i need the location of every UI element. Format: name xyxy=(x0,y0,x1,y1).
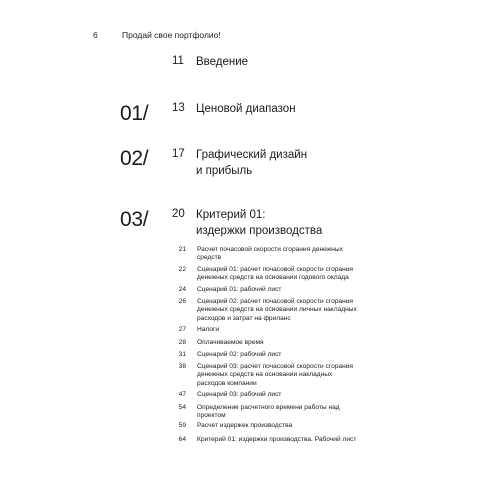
subitem-line: денежных средств на основании личных накладных xyxy=(197,306,357,314)
subitem-line: денежных средств на основании годового оклада xyxy=(197,274,349,282)
subitem-line: денежных средств на основании накладных xyxy=(197,371,333,379)
toc-subitem-title xyxy=(197,286,387,294)
toc-chapter-01-page: 13 xyxy=(172,102,185,114)
subitem-line: Расчет издержек производства xyxy=(197,422,293,429)
toc-subitem-title xyxy=(197,266,387,283)
toc-subitem-title xyxy=(197,339,387,347)
subitem-line: Оплачиваемое время xyxy=(197,339,264,346)
toc-subitem-title xyxy=(197,404,387,421)
subitem-line: расходов и затрат на фриланс xyxy=(197,314,291,322)
toc-subitem-title xyxy=(197,298,387,323)
running-header-title: Продай свое портфолио! xyxy=(122,30,221,40)
subitem-line: расходов компании xyxy=(197,379,257,387)
subitem-line: проектом xyxy=(197,412,226,420)
title-line: Графический дизайн xyxy=(196,149,308,161)
toc-subitem-page: 27 xyxy=(178,326,186,333)
subitem-line: Критерий 01: издержки производства. Рабочий лист xyxy=(197,436,357,443)
title-line: и прибыль xyxy=(196,165,253,177)
subitem-line: Сценарий 03: расчет почасовой скорости сгорания xyxy=(197,363,353,370)
toc-chapter-01-title: Ценовой диапазон xyxy=(196,103,296,115)
page-number: 6 xyxy=(93,30,98,40)
toc-subitem-page: 24 xyxy=(178,286,186,293)
toc-chapter-03-page: 20 xyxy=(172,208,185,220)
toc-subitem-title xyxy=(197,436,387,444)
toc-subitem-title xyxy=(197,422,387,430)
subitem-line: Расчет почасовой скорости сгорания денежных xyxy=(197,246,343,253)
subitem-line: Налоги xyxy=(197,326,220,333)
toc-subitem-page: 21 xyxy=(178,246,186,253)
title-line: Критерий 01: xyxy=(196,209,266,221)
subitem-line: Сценарий 01: расчет почасовой скорости сгорания xyxy=(197,266,353,273)
toc-part-02: 02/ xyxy=(120,147,149,170)
title-line: издержки производства xyxy=(196,225,323,237)
toc-subitem-page: 59 xyxy=(178,422,186,429)
toc-subitem-title xyxy=(197,391,387,399)
subitem-line: Сценарий 02: рабочий лист xyxy=(197,351,282,358)
toc-subitem-page: 64 xyxy=(178,436,186,443)
toc-chapter-03-title xyxy=(196,207,322,239)
subitem-line: Определение расчетного времени работы над xyxy=(197,404,340,411)
toc-chapter-02-page: 17 xyxy=(172,148,185,160)
toc-subitem-page: 31 xyxy=(178,351,186,358)
subitem-line: средств xyxy=(197,254,222,262)
subitem-line: Сценарий 02: расчет почасовой скорости сгорания xyxy=(197,298,353,305)
toc-chapter-02-title xyxy=(196,147,307,179)
toc-subitem-title xyxy=(197,246,387,263)
toc-subitem-page: 38 xyxy=(178,363,186,370)
toc-subitem-title xyxy=(197,326,387,334)
toc-subitem-page: 26 xyxy=(178,298,186,305)
toc-subitem-page: 54 xyxy=(178,404,186,411)
toc-subitem-page: 47 xyxy=(178,391,186,398)
subitem-line: Сценарий 03: рабочий лист xyxy=(197,391,282,398)
subitem-line: Сценарий 01: рабочий лист xyxy=(197,286,282,293)
toc-part-03: 03/ xyxy=(120,208,149,231)
toc-subitem-title xyxy=(197,351,387,359)
toc-intro-title: Введение xyxy=(196,56,249,68)
toc-subitem-title xyxy=(197,363,387,388)
toc-part-01: 01/ xyxy=(120,102,149,125)
toc-subitem-page: 28 xyxy=(178,339,186,346)
toc-subitem-page: 22 xyxy=(178,266,186,273)
toc-intro-page: 11 xyxy=(172,55,184,67)
